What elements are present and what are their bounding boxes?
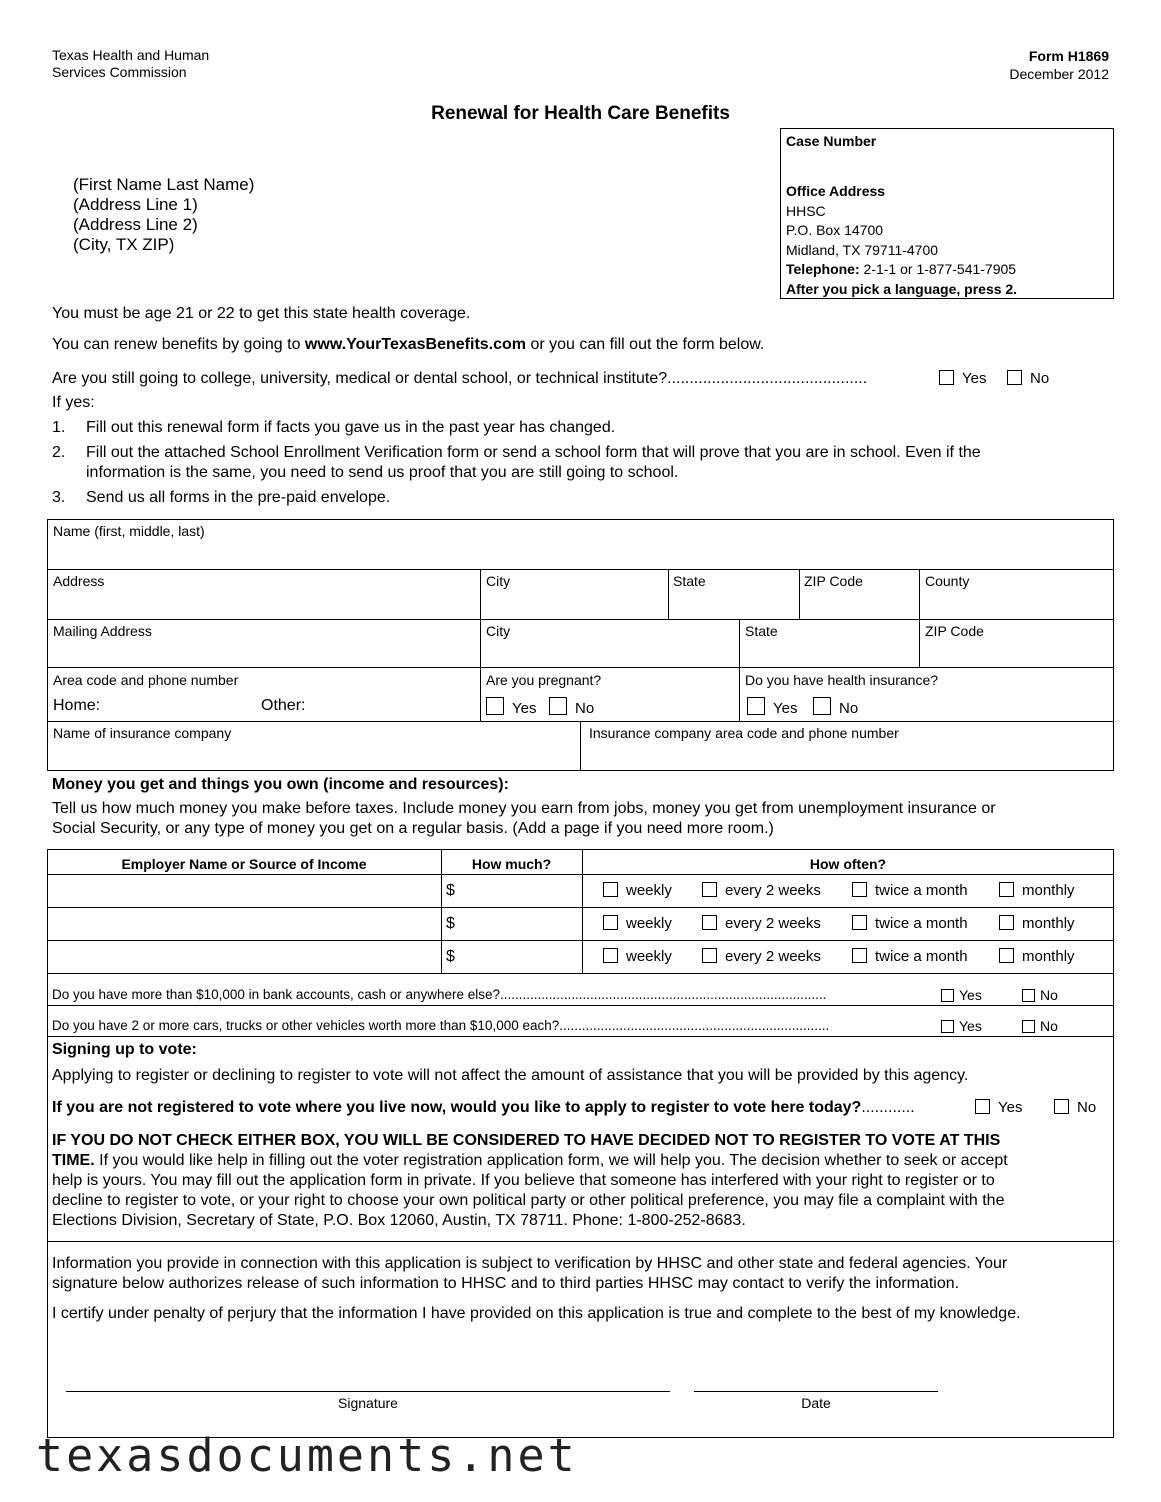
freq-twice-month-option[interactable]: twice a month [852, 915, 968, 932]
if-yes-label: If yes: [52, 394, 95, 411]
vote-no-checkbox[interactable] [1054, 1099, 1069, 1114]
signature-line[interactable] [66, 1391, 670, 1392]
col-amount-header: How much? [471, 856, 552, 872]
insurance-company-field: Name of insurance company [53, 725, 232, 741]
city-field: City [486, 573, 511, 589]
pregnant-yes-option[interactable]: Yes [486, 697, 536, 717]
freq-monthly-option[interactable]: monthly [999, 915, 1075, 932]
vehicle-no-checkbox[interactable] [1022, 1020, 1035, 1033]
freq-twice-month-option[interactable]: twice a month [852, 948, 968, 965]
renew-link[interactable]: www.YourTexasBenefits.com [304, 336, 527, 353]
case-number-label: Case Number [786, 133, 877, 149]
college-no-option[interactable]: No [1007, 370, 1049, 387]
vote-yes-checkbox[interactable] [975, 1099, 990, 1114]
language-note: After you pick a language, press 2. [786, 280, 1018, 297]
voting-statement: Applying to register or declining to register to vote will not affect the amount of assistance that you will be provided by this agency. [52, 1067, 969, 1084]
pregnant-no-option[interactable]: No [549, 697, 594, 717]
mailing-state-field: State [745, 623, 778, 639]
vote-yes-option[interactable]: Yes [975, 1099, 1022, 1116]
recipient-address: (First Name Last Name) (Address Line 1) (Address Line 2) (City, TX ZIP) [73, 175, 255, 254]
date-label: Date [801, 1395, 831, 1411]
voting-heading: Signing up to vote: [52, 1041, 197, 1058]
date-line[interactable] [694, 1391, 938, 1392]
state-field: State [673, 573, 706, 589]
form-number: Form H1869 [1028, 48, 1109, 64]
vehicle-yes-option[interactable]: Yes [941, 1018, 982, 1034]
other-phone-label: Other: [261, 697, 306, 714]
college-yes-option[interactable]: Yes [939, 370, 986, 387]
pregnant-yes-checkbox[interactable] [486, 697, 504, 715]
freq-monthly-checkbox[interactable] [999, 948, 1014, 963]
freq-weekly-option[interactable]: weekly [603, 882, 672, 899]
amount-currency: $ [446, 882, 455, 899]
perjury-statement: I certify under penalty of perjury that the information I have provided on this application is true and complete to the best of my knowledge. [52, 1305, 1021, 1322]
freq-twice-month-checkbox[interactable] [852, 915, 867, 930]
address-field: Address [53, 573, 105, 589]
vehicle-question: Do you have 2 or more cars, trucks or other vehicles worth more than $10,000 each?........................................................................ [52, 1018, 830, 1033]
insurance-yes-checkbox[interactable] [747, 697, 765, 715]
county-field: County [925, 573, 970, 589]
renew-note: You can renew benefits by going to www.YourTexasBenefits.com or you can fill out the form below. [52, 336, 765, 353]
mailing-city-field: City [486, 623, 511, 639]
insurance-yes-option[interactable]: Yes [747, 697, 797, 717]
form-id [1009, 47, 1109, 83]
freq-monthly-checkbox[interactable] [999, 915, 1014, 930]
voter-notice: IF YOU DO NOT CHECK EITHER BOX, YOU WILL BE CONSIDERED TO HAVE DECIDED NOT TO REGISTER TO VOTE AT THIS TIME. If you would like help in filling out the voter registration application form, we will help you. The decision whether to seek or accept help is yours. You may fill out the application form in private. If you believe that someone has interfered with your right to register or to decline to register to vote, or your right to choose your own political party or other political preference, you may file a complaint with the Elections Division, Secretary of State, P.O. Box 12060, Austin, TX 78711. Phone: 1-800-252-8683. [52, 1132, 1008, 1229]
verification-notice: Information you provide in connection with this application is subject to verification by HHSC and other state and federal agencies. Your signature below authorizes release of such information to HHSC and to third parties HHSC may contact to verify the information. [52, 1255, 1008, 1292]
telephone: Telephone: 2-1-1 or 1-877-541-7905 [786, 261, 1017, 277]
freq-twice-month-checkbox[interactable] [852, 882, 867, 897]
mailing-address-field: Mailing Address [53, 623, 152, 639]
freq-every-2-weeks-option[interactable]: every 2 weeks [702, 915, 821, 932]
income-description: Tell us how much money you make before taxes. Include money you earn from jobs, money you get from unemployment insurance or Social Security, or any type of money you get on a regular basis. (Add a page if you need more room.) [52, 800, 996, 837]
vehicle-no-option[interactable]: No [1022, 1018, 1058, 1034]
health-insurance-label: Do you have health insurance? [745, 672, 939, 688]
watermark: texasdocuments.net [36, 1429, 578, 1482]
amount-currency: $ [446, 915, 455, 932]
college-yes-checkbox[interactable] [939, 370, 954, 385]
insurance-no-checkbox[interactable] [813, 697, 831, 715]
age-note: You must be age 21 or 22 to get this state health coverage. [52, 305, 471, 322]
bank-no-option[interactable]: No [1022, 987, 1058, 1003]
col-source-header: Employer Name or Source of Income [121, 856, 367, 872]
freq-twice-month-option[interactable]: twice a month [852, 882, 968, 899]
bank-yes-option[interactable]: Yes [941, 987, 982, 1003]
form-title: Renewal for Health Care Benefits [431, 103, 730, 124]
freq-monthly-checkbox[interactable] [999, 882, 1014, 897]
bank-yes-checkbox[interactable] [941, 989, 954, 1002]
agency-name: Texas Health and Human Services Commission [52, 47, 210, 80]
bank-question: Do you have more than $10,000 in bank accounts, cash or anywhere else?....................................................................................... [52, 987, 827, 1002]
col-frequency-header: How often? [809, 856, 887, 872]
freq-weekly-checkbox[interactable] [603, 915, 618, 930]
zip-field: ZIP Code [804, 573, 863, 589]
office-address: Office Address HHSC P.O. Box 14700 Midland, TX 79711-4700 Telephone: 2-1-1 or 1-877-541-7905 After you pick a language, press 2. [786, 182, 1017, 299]
income-heading: Money you get and things you own (income and resources): [52, 776, 509, 793]
college-no-checkbox[interactable] [1007, 370, 1022, 385]
freq-every-2-weeks-checkbox[interactable] [702, 915, 717, 930]
name-field: Name (first, middle, last) [53, 523, 205, 539]
signature-label: Signature [338, 1395, 398, 1411]
form-date: December 2012 [1009, 66, 1109, 82]
pregnant-label: Are you pregnant? [486, 672, 602, 688]
office-info-box [780, 128, 1114, 299]
freq-every-2-weeks-checkbox[interactable] [702, 882, 717, 897]
freq-weekly-checkbox[interactable] [603, 882, 618, 897]
insurance-phone-field: Insurance company area code and phone number [589, 725, 899, 741]
freq-monthly-option[interactable]: monthly [999, 882, 1075, 899]
amount-currency: $ [446, 948, 455, 965]
freq-weekly-checkbox[interactable] [603, 948, 618, 963]
insurance-no-option[interactable]: No [813, 697, 858, 717]
mailing-zip-field: ZIP Code [925, 623, 984, 639]
phone-field-label: Area code and phone number [53, 672, 239, 688]
freq-every-2-weeks-option[interactable]: every 2 weeks [702, 882, 821, 899]
home-phone-label: Home: [53, 697, 101, 714]
bank-no-checkbox[interactable] [1022, 989, 1035, 1002]
pregnant-no-checkbox[interactable] [549, 697, 567, 715]
vehicle-yes-checkbox[interactable] [941, 1020, 954, 1033]
freq-weekly-option[interactable]: weekly [603, 915, 672, 932]
voting-question: If you are not registered to vote where you live now, would you like to apply to register to vote here today?............ [52, 1099, 915, 1116]
freq-twice-month-checkbox[interactable] [852, 948, 867, 963]
freq-every-2-weeks-checkbox[interactable] [702, 948, 717, 963]
college-question: Are you still going to college, university, medical or dental school, or technical institute?............................................. [52, 370, 868, 387]
vote-no-option[interactable]: No [1054, 1099, 1096, 1116]
freq-monthly-option[interactable]: monthly [999, 948, 1075, 965]
freq-every-2-weeks-option[interactable]: every 2 weeks [702, 948, 821, 965]
freq-weekly-option[interactable]: weekly [603, 948, 672, 965]
